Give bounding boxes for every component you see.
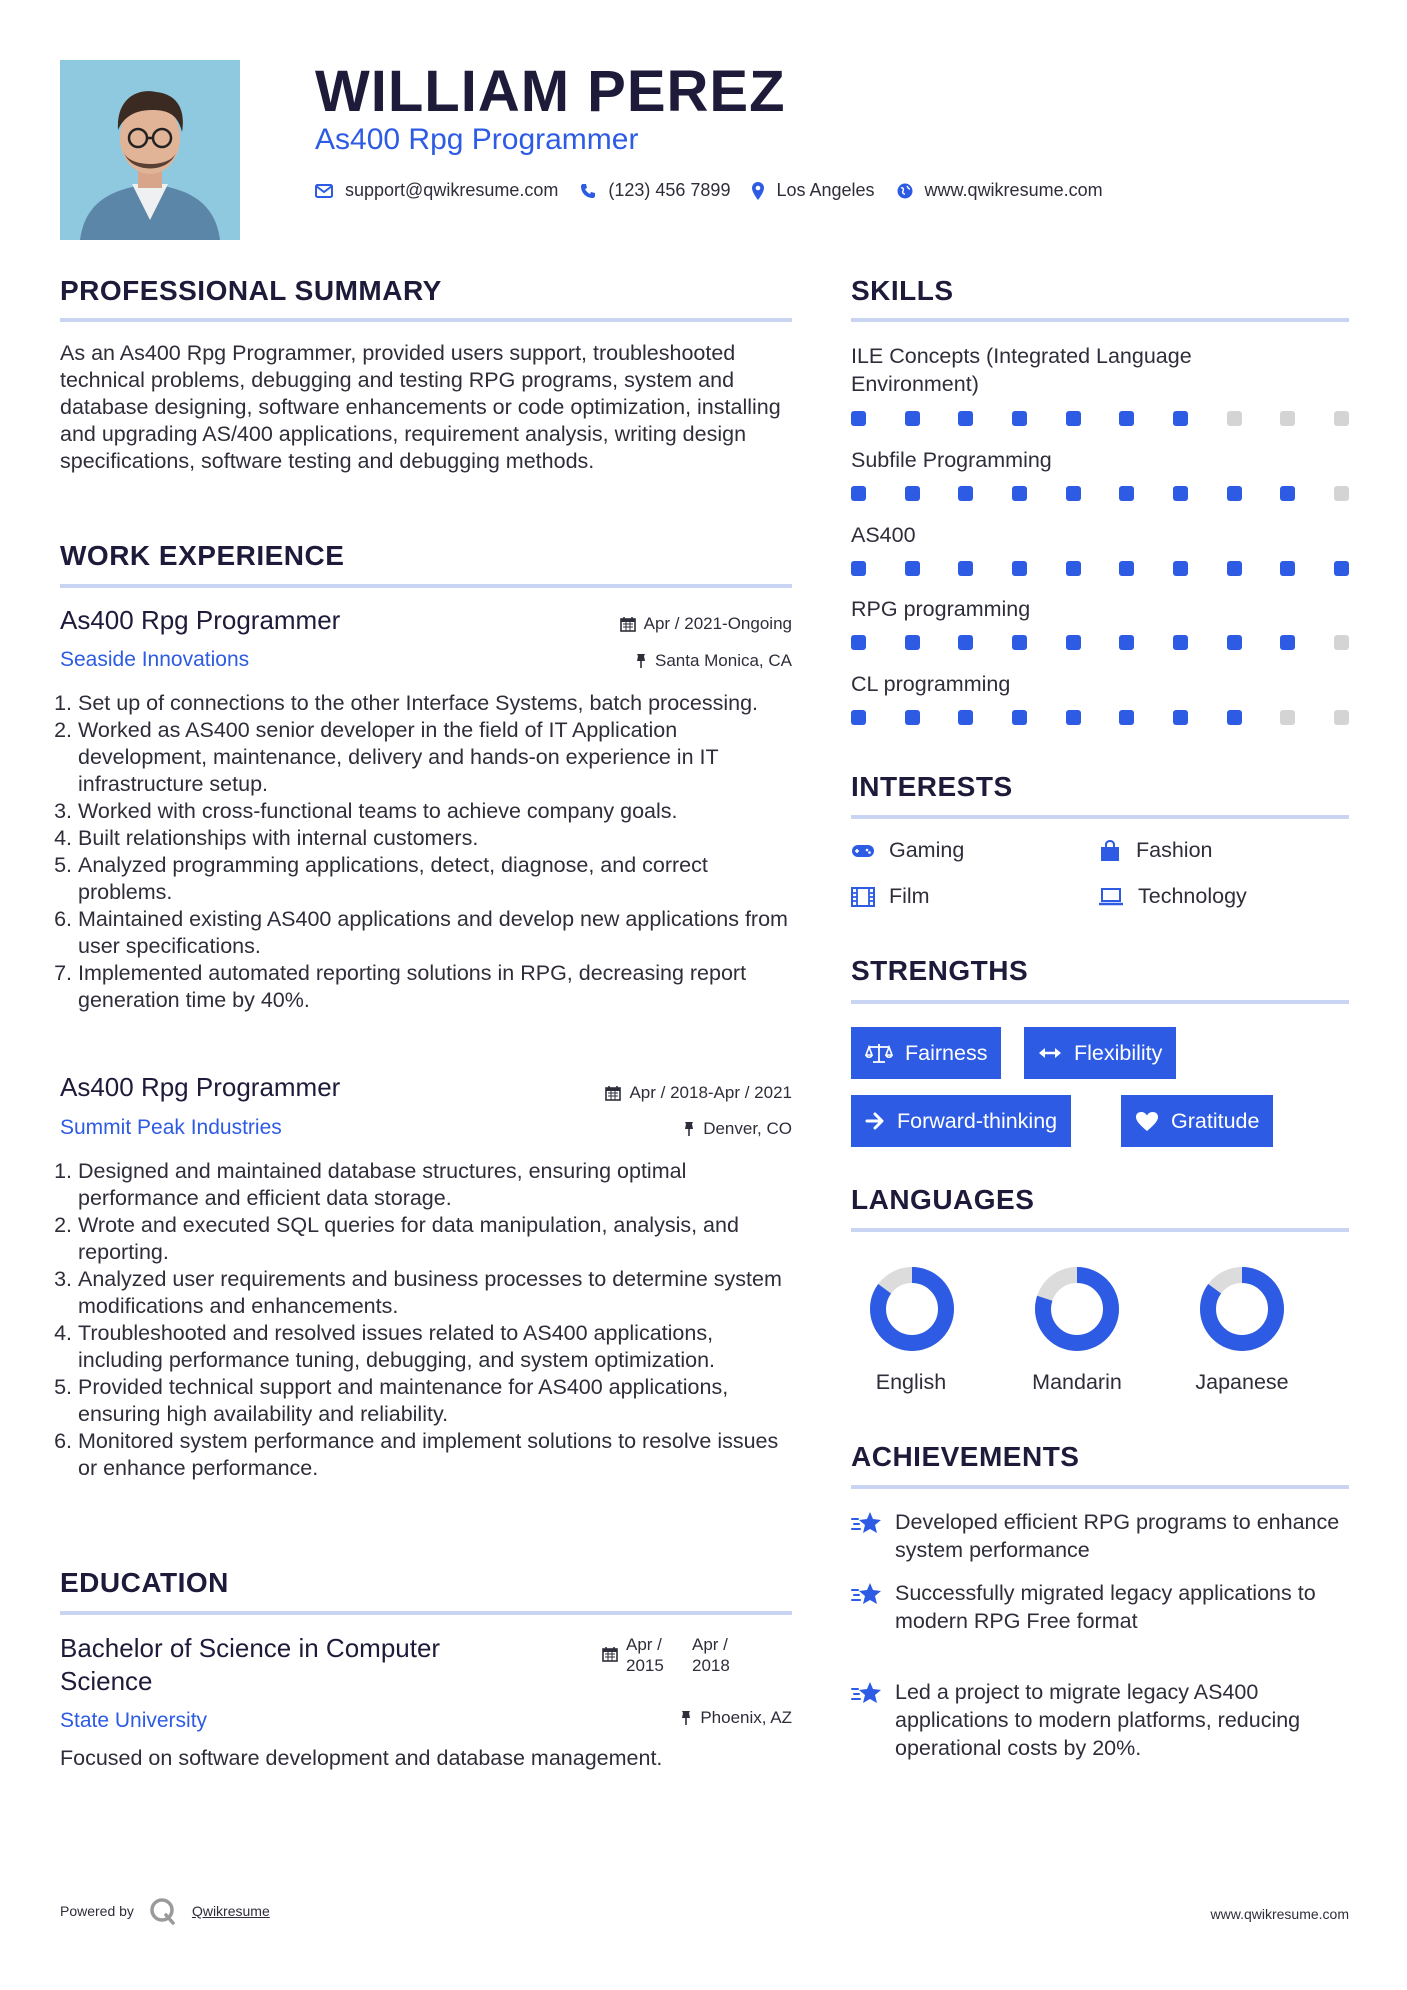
skill-dot-empty [1280, 710, 1295, 725]
film-icon [851, 887, 875, 907]
skill-dot-filled [1066, 561, 1081, 576]
language-proficiency-ring [1198, 1265, 1286, 1353]
skill-dot-filled [1066, 486, 1081, 501]
education-start: Apr / 2015 [626, 1635, 664, 1675]
skill-name: CL programming [851, 672, 1011, 696]
skill-dot-filled [1173, 411, 1188, 426]
strengths-heading: STRENGTHS [851, 955, 1029, 986]
achievement-item [851, 1579, 1341, 1635]
balance-scale-icon [865, 1042, 893, 1064]
calendar-icon [620, 616, 636, 632]
qwikresume-link[interactable]: Qwikresume [191, 1903, 270, 1919]
skill-dot-filled [1280, 486, 1295, 501]
arrow-right-icon [865, 1112, 885, 1130]
language-proficiency-ring [1033, 1265, 1121, 1353]
skill-dot-filled [1173, 486, 1188, 501]
skill-dot-filled [958, 486, 973, 501]
job-1-company: Seaside Innovations [60, 648, 250, 671]
skill-name: ILE Concepts (Integrated Language Environment) [851, 344, 1192, 396]
shooting-star-icon [851, 1680, 883, 1706]
pushpin-icon [635, 653, 647, 669]
qwikresume-logo-icon [148, 1896, 178, 1926]
language-name: Japanese [1195, 1370, 1289, 1394]
profile-photo [60, 60, 240, 240]
interest-label: Fashion [1136, 838, 1213, 862]
job-1-duty: 7. Implemented automated reporting solutions in RPG, decreasing report generation time by 40%. [78, 960, 795, 1014]
skill-dot-filled [851, 561, 866, 576]
job-2-duty: 4. Troubleshooted and resolved issues related to AS400 applications, including performance tuning, debugging, and system optimization. [78, 1320, 795, 1374]
job-1-title: As400 Rpg Programmer [60, 605, 341, 635]
location-text: Los Angeles [776, 180, 875, 200]
education-school: State University [60, 1709, 208, 1732]
skill-dot-filled [1280, 635, 1295, 650]
skill-dot-filled [1012, 635, 1027, 650]
skill-rating [851, 710, 1349, 726]
achievement-text: Led a project to migrate legacy AS400 applications to modern platforms, reducing operational costs by 20%. [895, 1680, 1301, 1760]
skill-dot-filled [905, 561, 920, 576]
job-1-duty: 6. Maintained existing AS400 applications and develop new applications from user specifications. [78, 906, 795, 960]
contact-email[interactable] [315, 180, 558, 201]
skill-dot-empty [1227, 411, 1242, 426]
education-degree: Bachelor of Science in Computer Science [60, 1633, 441, 1696]
skill-dot-filled [1227, 710, 1242, 725]
job-2-title: As400 Rpg Programmer [60, 1072, 341, 1102]
envelope-icon [315, 184, 333, 198]
candidate-title: As400 Rpg Programmer [315, 123, 639, 156]
arrows-horizontal-icon [1038, 1046, 1062, 1060]
pushpin-icon [680, 1710, 692, 1726]
skill-dot-filled [958, 561, 973, 576]
contact-phone[interactable] [580, 180, 730, 201]
skill-dot-filled [1173, 561, 1188, 576]
achievements-heading: ACHIEVEMENTS [851, 1441, 1080, 1472]
skill-dot-filled [905, 411, 920, 426]
education-heading: EDUCATION [60, 1567, 229, 1598]
shooting-star-icon [851, 1581, 883, 1607]
interest-item [1098, 884, 1247, 909]
strength-chip [1121, 1095, 1273, 1147]
skill-dot-empty [1334, 411, 1349, 426]
skill-dot-filled [1119, 561, 1134, 576]
email-text: support@qwikresume.com [345, 180, 559, 200]
interest-label: Gaming [889, 838, 965, 862]
skill-dot-filled [958, 710, 973, 725]
skill-rating [851, 635, 1349, 651]
portrait-icon [60, 60, 240, 240]
job-1-duty: 3. Worked with cross-functional teams to achieve company goals. [78, 798, 795, 825]
skill-dot-filled [958, 635, 973, 650]
strength-label: Gratitude [1171, 1108, 1260, 1133]
skill-dot-filled [1119, 635, 1134, 650]
skill-dot-filled [958, 411, 973, 426]
skill-dot-filled [1066, 635, 1081, 650]
education-description: Focused on software development and database management. [60, 1746, 663, 1770]
strength-chip [851, 1095, 1071, 1147]
achievement-item [851, 1678, 1341, 1762]
interest-item [851, 838, 964, 863]
contact-location [752, 180, 874, 201]
education-location [480, 1708, 792, 1728]
summary-heading: PROFESSIONAL SUMMARY [60, 275, 442, 306]
skill-dot-filled [1173, 635, 1188, 650]
interest-label: Film [889, 884, 930, 908]
skill-dot-filled [1066, 710, 1081, 725]
job-2-dates [480, 1083, 792, 1103]
interest-label: Technology [1138, 884, 1247, 908]
skill-name: Subfile Programming [851, 448, 1052, 472]
skill-dot-filled [851, 635, 866, 650]
map-pin-icon [752, 182, 764, 200]
job-2-duty: 3. Analyzed user requirements and business processes to determine system modifications and enhancements. [78, 1266, 795, 1320]
strengths-divider [851, 1000, 1349, 1004]
experience-divider [60, 584, 792, 588]
skill-dot-filled [1227, 635, 1242, 650]
skill-rating [851, 411, 1349, 427]
achievement-text: Successfully migrated legacy applications to modern RPG Free format [895, 1581, 1316, 1633]
pushpin-icon [683, 1121, 695, 1137]
language-name: Mandarin [1032, 1370, 1122, 1394]
job-1-duties [60, 690, 795, 1014]
languages-divider [851, 1228, 1349, 1232]
job-1-dates [480, 614, 792, 634]
skill-dot-filled [1012, 486, 1027, 501]
language-proficiency-ring [868, 1265, 956, 1353]
strength-label: Flexibility [1074, 1040, 1163, 1065]
phone-icon [580, 183, 596, 199]
skill-dot-empty [1334, 486, 1349, 501]
powered-by-text: Powered by [60, 1903, 134, 1919]
skill-dot-empty [1334, 635, 1349, 650]
skill-dot-filled [1119, 486, 1134, 501]
skill-name: RPG programming [851, 597, 1031, 621]
skill-dot-filled [851, 411, 866, 426]
achievements-divider [851, 1485, 1349, 1489]
job-2-duty: 1. Designed and maintained database structures, ensuring optimal performance and efficient data storage. [78, 1158, 795, 1212]
job-2-company: Summit Peak Industries [60, 1116, 282, 1139]
skill-rating [851, 561, 1349, 577]
contact-website[interactable] [897, 180, 1103, 201]
interest-item [1098, 838, 1213, 863]
phone-text: (123) 456 7899 [608, 180, 731, 200]
job-1-duty: 2. Worked as AS400 senior developer in the field of IT Application development, maintenance, delivery and hands-on experience in IT infrastructure setup. [78, 717, 795, 798]
job-1-duty: 5. Analyzed programming applications, detect, diagnose, and correct problems. [78, 852, 795, 906]
skill-dot-filled [1227, 561, 1242, 576]
job-1-duty: 1. Set up of connections to the other Interface Systems, batch processing. [78, 690, 795, 717]
footer-website[interactable]: www.qwikresume.com [1210, 1906, 1349, 1922]
language-name: English [875, 1370, 947, 1394]
skill-dot-filled [905, 710, 920, 725]
heart-icon [1135, 1111, 1159, 1132]
strength-chip [851, 1027, 1001, 1079]
interest-item [851, 884, 930, 909]
skill-dot-empty [1334, 710, 1349, 725]
skills-heading: SKILLS [851, 275, 954, 306]
skill-dot-filled [851, 486, 866, 501]
skill-dot-filled [1119, 710, 1134, 725]
job-1-location [480, 651, 792, 671]
job-2-duty: 5. Provided technical support and maintenance for AS400 applications, ensuring high availability and reliability. [78, 1374, 795, 1428]
globe-icon [897, 183, 913, 199]
skill-dot-filled [1173, 710, 1188, 725]
calendar-icon [602, 1646, 618, 1662]
skill-dot-filled [1066, 411, 1081, 426]
experience-heading: WORK EXPERIENCE [60, 540, 345, 571]
job-2-location [480, 1119, 792, 1139]
job-1-duty: 4. Built relationships with internal customers. [78, 825, 795, 852]
achievement-text: Developed efficient RPG programs to enhance system performance [895, 1510, 1340, 1562]
skill-dot-filled [1334, 561, 1349, 576]
interests-heading: INTERESTS [851, 771, 1013, 802]
job-1-dates-text: Apr / 2021-Ongoing [643, 614, 792, 633]
skill-name: AS400 [851, 523, 916, 547]
languages-heading: LANGUAGES [851, 1184, 1035, 1215]
achievement-item [851, 1508, 1341, 1564]
strength-label: Forward-thinking [897, 1108, 1058, 1133]
education-dates [602, 1634, 742, 1676]
education-divider [60, 1611, 792, 1615]
skill-dot-filled [905, 635, 920, 650]
skill-dot-filled [905, 486, 920, 501]
candidate-name: WILLIAM PEREZ [315, 59, 786, 124]
calendar-icon [605, 1085, 621, 1101]
footer-branding [60, 1896, 270, 1926]
job-2-duties [60, 1158, 795, 1482]
website-text: www.qwikresume.com [924, 180, 1103, 200]
skill-rating [851, 486, 1349, 502]
summary-text: As an As400 Rpg Programmer, provided users support, troubleshooted technical problems, debugging and testing RPG programs, system and database designing, software enhancements or code optimization, installing and upgrading AS/400 applications, requirement analysis, writing design specifications, software testing and debugging methods. [60, 341, 781, 473]
skill-dot-filled [1119, 411, 1134, 426]
gamepad-icon [851, 843, 875, 859]
contact-bar [315, 180, 1125, 201]
skill-dot-filled [1012, 411, 1027, 426]
job-1-location-text: Santa Monica, CA [654, 651, 792, 670]
strength-label: Fairness [905, 1040, 988, 1065]
job-2-dates-text: Apr / 2018-Apr / 2021 [629, 1083, 792, 1102]
job-2-duty: 6. Monitored system performance and implement solutions to resolve issues or enhance performance. [78, 1428, 795, 1482]
job-2-location-text: Denver, CO [703, 1119, 792, 1138]
skill-dot-filled [1227, 486, 1242, 501]
strength-chip [1024, 1027, 1176, 1079]
skill-dot-filled [1012, 710, 1027, 725]
skill-dot-empty [1280, 411, 1295, 426]
interests-divider [851, 815, 1349, 819]
shopping-bag-icon [1098, 840, 1122, 862]
education-end: Apr / 2018 [692, 1635, 730, 1675]
education-location-text: Phoenix, AZ [700, 1708, 792, 1727]
skill-dot-filled [851, 710, 866, 725]
shooting-star-icon [851, 1510, 883, 1536]
skills-divider [851, 318, 1349, 322]
job-2-duty: 2. Wrote and executed SQL queries for data manipulation, analysis, and reporting. [78, 1212, 795, 1266]
laptop-icon [1098, 888, 1124, 906]
skill-dot-filled [1012, 561, 1027, 576]
summary-divider [60, 318, 792, 322]
skill-dot-filled [1280, 561, 1295, 576]
